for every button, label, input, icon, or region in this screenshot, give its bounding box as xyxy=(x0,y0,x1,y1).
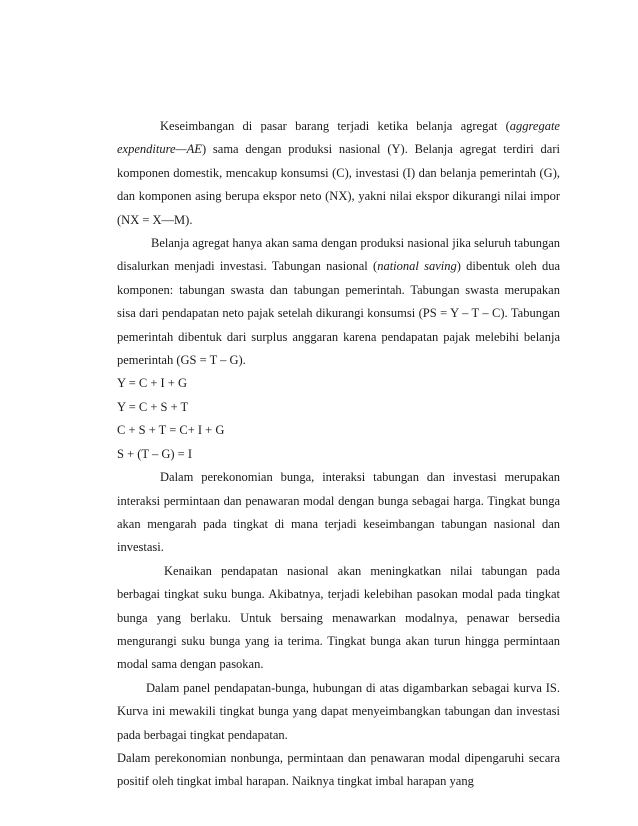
italic-term: aggregate expenditure—AE xyxy=(117,119,560,157)
body-text xyxy=(117,115,560,794)
italic-term: national saving xyxy=(377,259,457,274)
paragraph-is-curve: Dalam panel pendapatan-bunga, hubungan di atas digambarkan sebagai kurva IS. Kurva ini mewakili tingkat bunga yang dapat menyeimbangkan tabungan dan investasi pada berbagai tingkat pendapatan. xyxy=(117,680,560,742)
paragraph-text: Belanja agregat hanya akan sama dengan produksi nasional jika seluruh tabungan disalurkan menjadi investasi. Tabungan nasional ( xyxy=(117,236,560,274)
paragraph-text: Keseimbangan di pasar barang terjadi ketika belanja agregat ( xyxy=(160,119,510,133)
equation: S + (T – G) = I xyxy=(117,446,192,461)
paragraph-national-saving xyxy=(117,232,560,372)
paragraph-income-increase: Kenaikan pendapatan nasional akan meningkatkan nilai tabungan pada berbagai tingkat suku bunga. Akibatnya, terjadi kelebihan pasokan modal pada tingkat bunga yang berlaku. Untuk bersaing menawarkan modalnya, penawar bersedia mengurangi suku bunga yang ia terima. Tingkat bunga akan turun hingga permintaan modal sama dengan pasokan. xyxy=(117,563,560,672)
paragraph-interest-economy: Dalam perekonomian bunga, interaksi tabungan dan investasi merupakan interaksi permintaan dan penawaran modal dengan bunga sebagai harga. Tingkat bunga akan mengarah pada tingkat di mana terjadi keseimbangan tabungan nasional dan investasi. xyxy=(117,470,560,555)
equation: C + S + T = C+ I + G xyxy=(117,423,225,438)
paragraph-text: ) dibentuk oleh dua komponen: tabungan swasta dan tabungan pemerintah. Tabungan swasta merupakan sisa dari pendapatan neto pajak setelah dikurangi konsumsi (PS = Y – T – C). Tabungan pemerintah dibentuk dari surplus anggaran karena pendapatan pajak melebihi belanja pemerintah (GS = T – G). xyxy=(117,259,560,368)
paragraph-non-interest-economy: Dalam perekonomian nonbunga, permintaan dan penawaran modal dipengaruhi secara positif oleh tingkat imbal harapan. Naiknya tingkat imbal harapan yang xyxy=(117,750,560,789)
equation: Y = C + I + G xyxy=(117,376,187,391)
paragraph-goods-market-equilibrium xyxy=(117,115,560,232)
equation: Y = C + S + T xyxy=(117,399,189,414)
paragraph-text: ) sama dengan produksi nasional (Y). Belanja agregat terdiri dari komponen domestik, mencakup konsumsi (C), investasi (I) dan belanja pemerintah (G), dan komponen asing berupa ekspor neto (NX), yakni nilai ekspor dikurangi nilai impor (NX = X—M). xyxy=(117,142,560,227)
